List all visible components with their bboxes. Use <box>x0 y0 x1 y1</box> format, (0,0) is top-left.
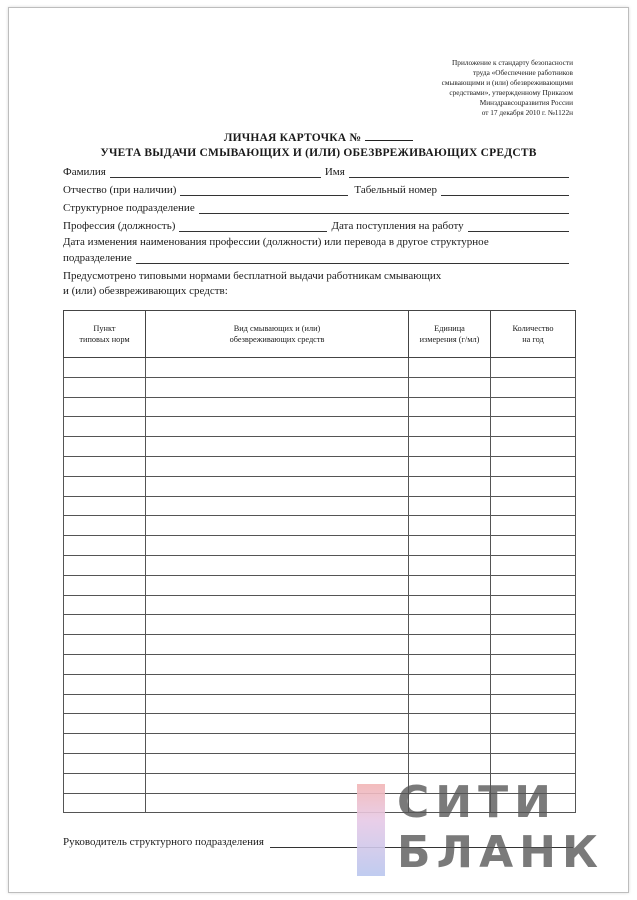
cell-norm-item[interactable] <box>64 377 146 397</box>
name-field[interactable] <box>349 166 569 178</box>
table-row <box>64 437 576 457</box>
cell-product-type[interactable] <box>146 516 409 536</box>
cell-product-type[interactable] <box>146 575 409 595</box>
cell-norm-item[interactable] <box>64 753 146 773</box>
document-page <box>8 7 629 893</box>
norms-text: Предусмотрено типовыми нормами бесплатной выдачи работникам смывающих <box>63 270 442 282</box>
cell-norm-item[interactable] <box>64 635 146 655</box>
cell-product-type[interactable] <box>146 377 409 397</box>
cell-norm-item[interactable] <box>64 536 146 556</box>
cell-norm-item[interactable] <box>64 674 146 694</box>
cell-unit[interactable] <box>409 714 491 734</box>
cell-unit[interactable] <box>409 694 491 714</box>
cell-unit[interactable] <box>409 476 491 496</box>
cell-quantity[interactable] <box>491 377 576 397</box>
table-row <box>64 595 576 615</box>
cell-product-type[interactable] <box>146 358 409 378</box>
card-title <box>9 130 628 144</box>
cell-unit[interactable] <box>409 635 491 655</box>
table-row <box>64 496 576 516</box>
table-row <box>64 456 576 476</box>
cell-quantity[interactable] <box>491 575 576 595</box>
watermark-text-line1: СИТИ <box>397 777 557 828</box>
cell-product-type[interactable] <box>146 615 409 635</box>
table-row <box>64 734 576 754</box>
patronymic-label: Отчество (при наличии) <box>63 184 177 196</box>
appendix-line: Приложение к стандарту безопасности <box>452 58 573 67</box>
cell-quantity[interactable] <box>491 555 576 575</box>
cell-product-type[interactable] <box>146 397 409 417</box>
table-row <box>64 615 576 635</box>
cell-quantity[interactable] <box>491 536 576 556</box>
cell-quantity[interactable] <box>491 358 576 378</box>
table-row <box>64 358 576 378</box>
cell-norm-item[interactable] <box>64 694 146 714</box>
cell-quantity[interactable] <box>491 654 576 674</box>
cell-unit[interactable] <box>409 575 491 595</box>
profession-label: Профессия (должность) <box>63 220 176 232</box>
appendix-line: средствами», утвержденному Приказом <box>449 88 573 97</box>
appendix-line: от 17 декабря 2010 г. №1122н <box>481 108 573 117</box>
cell-product-type[interactable] <box>146 714 409 734</box>
table-row <box>64 516 576 536</box>
cell-norm-item[interactable] <box>64 654 146 674</box>
department-label: Структурное подразделение <box>63 202 195 214</box>
cell-quantity[interactable] <box>491 714 576 734</box>
patronymic-field[interactable] <box>180 184 348 196</box>
card-subtitle: УЧЕТА ВЫДАЧИ СМЫВАЮЩИХ И (ИЛИ) ОБЕЗВРЕЖИВАЮЩИХ СРЕДСТВ <box>100 147 537 159</box>
cell-norm-item[interactable] <box>64 575 146 595</box>
cell-norm-item[interactable] <box>64 793 146 813</box>
cell-quantity[interactable] <box>491 595 576 615</box>
appendix-line: труда «Обеспечение работников <box>472 68 573 77</box>
cell-norm-item[interactable] <box>64 555 146 575</box>
department-field[interactable] <box>199 202 569 214</box>
cell-unit[interactable] <box>409 496 491 516</box>
cell-norm-item[interactable] <box>64 417 146 437</box>
cell-product-type[interactable] <box>146 417 409 437</box>
cell-norm-item[interactable] <box>64 773 146 793</box>
appendix-note <box>353 58 573 118</box>
cell-product-type[interactable] <box>146 476 409 496</box>
cell-quantity[interactable] <box>491 753 576 773</box>
table-row <box>64 536 576 556</box>
watermark-text-line2: БЛАНК <box>397 827 604 878</box>
col-header-product-type: Вид смывающих и (или) обезвреживающих средств <box>146 311 409 358</box>
cell-product-type[interactable] <box>146 456 409 476</box>
cell-norm-item[interactable] <box>64 476 146 496</box>
cell-quantity[interactable] <box>491 615 576 635</box>
personnel-number-label: Табельный номер <box>354 184 438 196</box>
table-row <box>64 654 576 674</box>
table-row <box>64 575 576 595</box>
cell-product-type[interactable] <box>146 674 409 694</box>
cell-quantity[interactable] <box>491 417 576 437</box>
cell-unit[interactable] <box>409 615 491 635</box>
appendix-line: Минздравсоцразвития России <box>479 98 573 107</box>
cell-product-type[interactable] <box>146 437 409 457</box>
cell-norm-item[interactable] <box>64 714 146 734</box>
cell-unit[interactable] <box>409 456 491 476</box>
cell-quantity[interactable] <box>491 456 576 476</box>
table-row <box>64 674 576 694</box>
cell-quantity[interactable] <box>491 674 576 694</box>
appendix-line: смывающими и (или) обезвреживающими <box>441 78 573 87</box>
cell-unit[interactable] <box>409 437 491 457</box>
col-header-quantity: Количество на год <box>491 311 576 358</box>
cell-quantity[interactable] <box>491 694 576 714</box>
table-row <box>64 476 576 496</box>
col-header-norm-item: Пункт типовых норм <box>64 311 146 358</box>
hire-date-label: Дата поступления на работу <box>331 220 464 232</box>
table-row <box>64 753 576 773</box>
cell-product-type[interactable] <box>146 635 409 655</box>
cell-norm-item[interactable] <box>64 615 146 635</box>
cell-unit[interactable] <box>409 397 491 417</box>
table-row <box>64 694 576 714</box>
cell-quantity[interactable] <box>491 476 576 496</box>
cell-norm-item[interactable] <box>64 456 146 476</box>
table-row <box>64 714 576 734</box>
cell-norm-item[interactable] <box>64 397 146 417</box>
cell-quantity[interactable] <box>491 496 576 516</box>
cell-unit[interactable] <box>409 536 491 556</box>
row-surname-name <box>63 164 573 178</box>
cell-product-type[interactable] <box>146 555 409 575</box>
cell-product-type[interactable] <box>146 496 409 516</box>
cell-unit[interactable] <box>409 377 491 397</box>
card-title-text: ЛИЧНАЯ КАРТОЧКА № <box>223 132 362 144</box>
cell-unit[interactable] <box>409 358 491 378</box>
row-patronymic <box>63 182 573 196</box>
cell-norm-item[interactable] <box>64 516 146 536</box>
personnel-number-field[interactable] <box>441 184 569 196</box>
cell-quantity[interactable] <box>491 437 576 457</box>
table-row <box>64 377 576 397</box>
table-row <box>64 397 576 417</box>
signature-label: Руководитель структурного подразделения <box>63 836 264 848</box>
table-body <box>64 358 576 813</box>
cell-quantity[interactable] <box>491 635 576 655</box>
row-profession <box>63 218 573 232</box>
cell-product-type[interactable] <box>146 694 409 714</box>
cell-product-type[interactable] <box>146 595 409 615</box>
profession-field[interactable] <box>179 220 327 232</box>
watermark-logo <box>357 777 619 881</box>
cell-unit[interactable] <box>409 595 491 615</box>
cell-norm-item[interactable] <box>64 358 146 378</box>
surname-field[interactable] <box>110 166 321 178</box>
cell-product-type[interactable] <box>146 734 409 754</box>
cell-unit[interactable] <box>409 654 491 674</box>
cell-quantity[interactable] <box>491 734 576 754</box>
norms-text-cont: и (или) обезвреживающих средств: <box>63 285 228 297</box>
cell-norm-item[interactable] <box>64 437 146 457</box>
table-header-row <box>64 311 576 358</box>
cell-product-type[interactable] <box>146 654 409 674</box>
col-header-unit: Единица измерения (г/мл) <box>409 311 491 358</box>
cell-norm-item[interactable] <box>64 496 146 516</box>
issuance-table <box>63 310 576 813</box>
surname-label: Фамилия <box>63 166 106 178</box>
cell-quantity[interactable] <box>491 397 576 417</box>
cell-product-type[interactable] <box>146 753 409 773</box>
change-date-label: Дата изменения наименования профессии (должности) или перевода в другое структурное <box>63 236 489 248</box>
change-date-field[interactable] <box>136 252 569 264</box>
cell-product-type[interactable] <box>146 536 409 556</box>
cell-unit[interactable] <box>409 753 491 773</box>
table-row <box>64 555 576 575</box>
cell-unit[interactable] <box>409 516 491 536</box>
watermark-bar <box>357 784 385 876</box>
table-row <box>64 417 576 437</box>
hire-date-field[interactable] <box>468 220 569 232</box>
cell-unit[interactable] <box>409 674 491 694</box>
row-department <box>63 200 573 214</box>
change-date-label-cont: подразделение <box>63 252 132 264</box>
row-change-date <box>63 250 573 264</box>
cell-unit[interactable] <box>409 555 491 575</box>
table-row <box>64 635 576 655</box>
name-label: Имя <box>324 166 345 178</box>
cell-unit[interactable] <box>409 417 491 437</box>
cell-norm-item[interactable] <box>64 734 146 754</box>
cell-quantity[interactable] <box>491 516 576 536</box>
cell-norm-item[interactable] <box>64 595 146 615</box>
cell-unit[interactable] <box>409 734 491 754</box>
card-number-field[interactable] <box>365 130 413 141</box>
